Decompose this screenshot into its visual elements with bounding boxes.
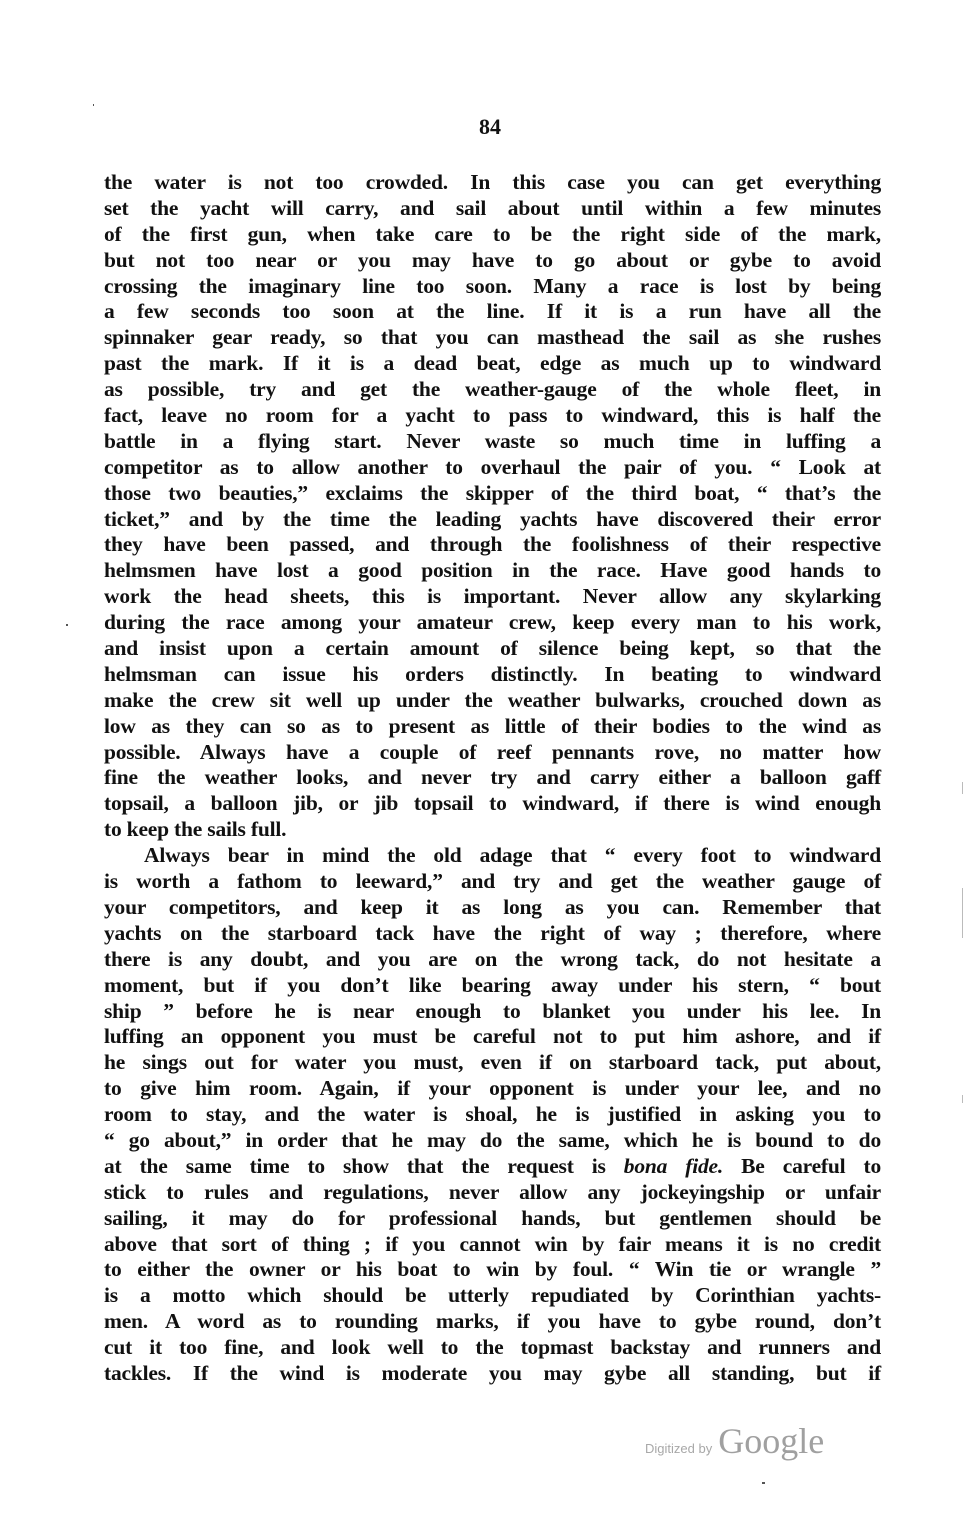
page-number: 84 [479,114,501,139]
text-line: competitor as to allow another to overhaul the pair of you. “ Look at [104,454,881,479]
text-line: helmsmen have lost a good position in the race. Have good hands to [104,558,881,583]
text-line: there is any doubt, and you are on the wrong tack, do not hesitate a [104,946,881,971]
text-line: set the yacht will carry, and sail about until within a few minutes [104,195,881,220]
text-line: your competitors, and keep it as long as you can. Remember that [104,894,881,919]
body-text [104,170,881,1387]
text-line: past the mark. If it is a dead beat, edge as much up to windward [104,351,881,376]
text-line: moment, but if you don’t like bearing away under his stern, “ bout [104,972,881,997]
text-line: yachts on the starboard tack have the right of way ; therefore, where [104,920,881,945]
text-line: they have been passed, and through the foolishness of their respective [104,532,881,557]
text-line: those two beauties,” exclaims the skipper of the third boat, “ that’s the [104,480,881,505]
text-line: crossing the imaginary line too soon. Many a race is lost by being [104,273,881,298]
digitized-by-google-watermark [645,1420,824,1462]
scan-speck [93,104,94,106]
text-line-with-italic: at the same time to show that the request is bona fide. Be careful to [104,1153,881,1178]
text-line: a few seconds too soon at the line. If it is a run have all the [104,299,881,324]
text-line: room to stay, and the water is shoal, he is justified in asking you to [104,1102,881,1127]
text-line: to either the owner or his boat to win by foul. “ Win tie or wrangle ” [104,1257,881,1282]
text-line: topsail, a balloon jib, or jib topsail to windward, if there is wind enough [104,791,881,816]
text-line: sailing, it may do for professional hands, but gentlemen should be [104,1205,881,1230]
text-line: work the head sheets, this is important. Never allow any skylarking [104,584,881,609]
text-line: battle in a flying start. Never waste so much time in luffing a [104,428,881,453]
text-line: ship ” before he is near enough to blanket you under his lee. In [104,998,881,1023]
scan-speck [66,624,68,626]
text-line-paragraph-start: Always bear in mind the old adage that “ every foot to windward [144,843,881,868]
text-line: spinnaker gear ready, so that you can masthead the sail as she rushes [104,325,881,350]
text-line: he sings out for water you must, even if on starboard tack, put about, [104,1050,881,1075]
text-line: cut it too fine, and look well to the topmast backstay and runners and [104,1335,881,1360]
text-line: stick to rules and regulations, never allow any jockeyingship or unfair [104,1179,881,1204]
text-line: tackles. If the wind is moderate you may gybe all standing, but if [104,1360,881,1385]
text-line: make the crew sit well up under the weather bulwarks, crouched down as [104,687,881,712]
text-line: to give him room. Again, if your opponent is under your lee, and no [104,1076,881,1101]
scan-speck [762,1482,765,1484]
text-line: and insist upon a certain amount of silence being kept, so that the [104,636,881,661]
text-line: low as they can so as to present as little of their bodies to the wind as [104,713,881,738]
text-line: fine the weather looks, and never try and carry either a balloon gaff [104,765,881,790]
text-line: the water is not too crowded. In this case you can get everything [104,170,881,194]
text-line: helmsman can issue his orders distinctly. In beating to windward [104,661,881,686]
text-line: during the race among your amateur crew, keep every man to his work, [104,610,881,635]
text-line: “ go about,” in order that he may do the same, which he is bound to do [104,1127,881,1152]
text-line: possible. Always have a couple of reef pennants rove, no matter how [104,739,881,764]
text-line: luffing an opponent you must be careful not to put him ashore, and if [104,1024,881,1049]
text-line: fact, leave no room for a yacht to pass to windward, this is half the [104,403,881,428]
text-line-paragraph-end: to keep the sails full. [104,817,287,842]
text-line: but not too near or you may have to go about or gybe to avoid [104,247,881,272]
text-line: as possible, try and get the weather-gauge of the whole fleet, in [104,377,881,402]
text-line: is a motto which should be utterly repudiated by Corinthian yachts- [104,1283,881,1308]
text-line: above that sort of thing ; if you cannot win by fair means it is no credit [104,1231,881,1256]
text-line: men. A word as to rounding marks, if you have to gybe round, don’t [104,1309,881,1334]
text-line: ticket,” and by the time the leading yachts have discovered their error [104,506,881,531]
text-line: of the first gun, when take care to be the right side of the mark, [104,221,881,246]
text-line: is worth a fathom to leeward,” and try and get the weather gauge of [104,869,881,894]
google-logo-text: Google [718,1421,825,1461]
watermark-prefix: Digitized by [645,1441,713,1456]
italic-phrase: bona fide. [623,1153,724,1178]
